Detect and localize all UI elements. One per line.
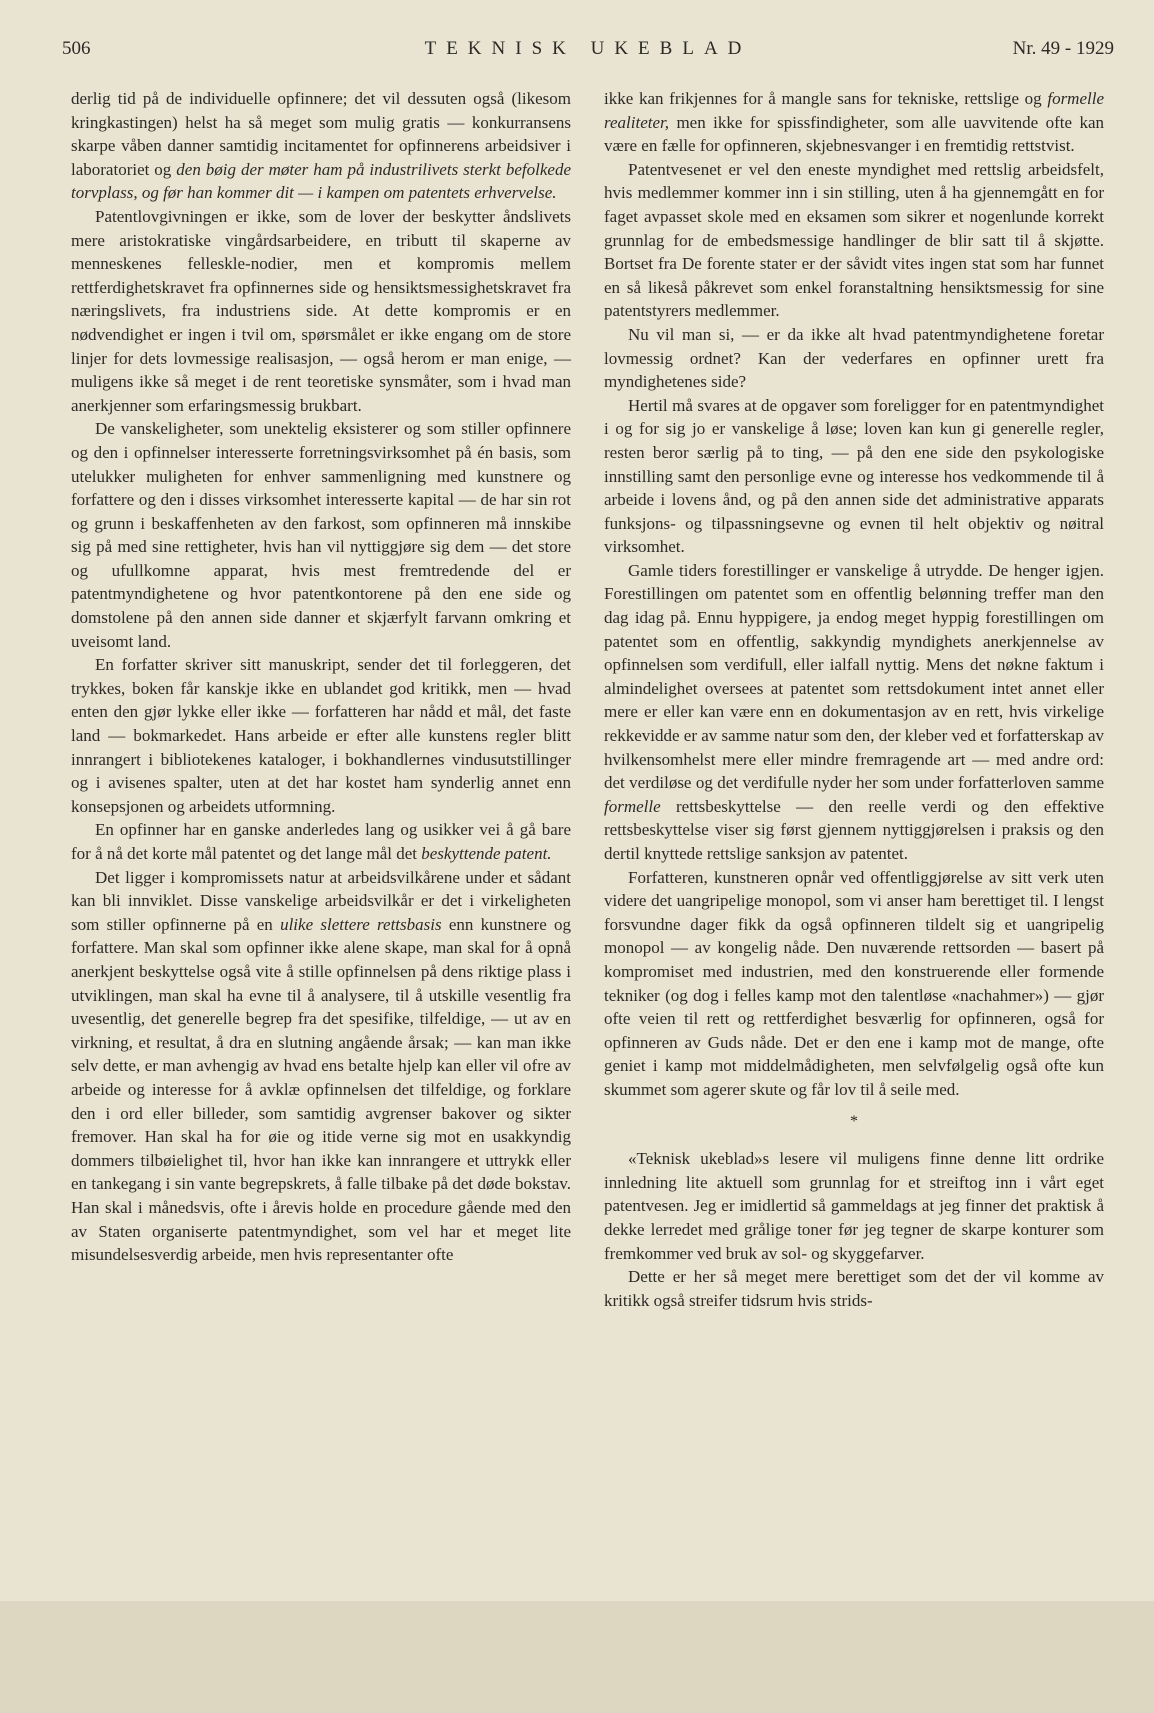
paragraph: Hertil må svares at de opgaver som foreligger for en patentmyndighet i og for sig jo er vanskelige å løse; loven kan kun gi generelle regler, resten beror særlig på to ting, — på den ene side den psykologiske innstilling samt den personlige evne og interesse hos vedkommende til å arbeide i lovens ånd, og på den annen side det administrative apparats funksjons- og tilpassningsevne og evnen til helt objektiv og nøitral virksomhet. xyxy=(604,395,1104,557)
paragraph: derlig tid på de individuelle opfinnere; det vil dessuten også (likesom kringkastingen) helst ha så meget som mulig gratis — konkurransens skarpe våben danner samtidig incitamentet for opfinnerens arbeidsiver i laboratoriet og den bøig der møter ham på industrilivets sterkt befolkede torvplass, og før han kommer dit — i kampen om patentets erhvervelse. xyxy=(71,89,571,203)
paragraph: Patentvesenet er vel den eneste myndighet med rettslig arbeidsfelt, hvis medlemmer kommer inn i sin stilling, uten å ha gjennemgått en for faget avpasset skole med en eksamen som sikrer et nogenlunde korrekt grunnlag for de embedsmessige handlinger de blir satt til å skjøtte. Bortset fra De forente stater er der såvidt vites ingen stat som har funnet en så likeså påkrevet som enkel foranstaltning hensiktsmessig for sine patentstyrers medlemmer. xyxy=(604,159,1104,321)
journal-title: TEKNISK UKEBLAD xyxy=(424,38,752,59)
page-number: 506 xyxy=(62,38,91,59)
paragraph: Det ligger i kompromissets natur at arbeidsvilkårene under et sådant kan bli innviklet. Disse vanskelige arbeidsvilkår er det i virkeligheten som stiller opfinnerne på en ulike slettere rettsbasis enn kunstnere og forfattere. Man skal som opfinner ikke alene skape, man skal for å opnå anerkjent beskyttelse også vite å stille opfinnelsen på dens riktige plass i utviklingen, man skal ha evne til å analysere, til å utskille vesentlig fra uvesentlig, det generelle begrep fra det spesifike, tilfeldige, — ut av en virkning, et resultat, å dra en slutning angående årsak; — kan man ikke selv dette, er man avhengig av hvad ens betalte hjelp kan eller vil ofre av arbeide og interesse for å avklæ opfinnelsen det tilfeldige, og forklare den i ord eller billeder, som samtidig avgrenser bakover og sikter fremover. Han skal ha for øie og itide verne sig mot en usakkyndig dommers tilbøielighet til, hvor han ikke kan innrangere et uttrykk eller en tankegang i sin vante begrepskrets, å falle tilbake på det døde bokstav. Han skal i månedsvis, ofte i årevis holde en procedure gående med den av Staten organiserte patentmyndighet, som vel har et meget lite misundelsesverdig arbeide, men hvis representanter ofte xyxy=(71,867,572,1265)
paragraph: Nu vil man si, — er da ikke alt hvad patentmyndighetene foretar lovmessig ordnet? Kan der vederfares en opfinner urett fra myndighetenes side? xyxy=(604,324,1104,392)
paragraph: «Teknisk ukeblad»s lesere vil muligens finne denne litt ordrike innledning lite aktuell som grunnlag for et streiftog inn i vårt eget patentvesen. Jeg er imidlertid så gammeldags at jeg finner det praktisk å dekke lerredet med grålige toner før jeg tegner de skarpe konturer som fremkommer ved bruk av sol- og skyggefarver. xyxy=(604,1149,1104,1263)
paragraph: Patentlovgivningen er ikke, som de lover der beskytter åndslivets mere aristokratiske vingårdsarbeidere, en tributt til skaperne av menneskenes felleskle-nodier, men et kompromis mellem rettferdighetskravet fra opfinnernes side og hensiktsmessighetskravet fra næringslivets, fra industriens side. At dette kompromis er en nødvendighet er ingen i tvil om, spørsmålet er ikke engang om de store linjer for dets lovmessige realisasjon, — også herom er man enige, — muligens ikke så meget i de rent teoretiske synsmåter, som i hvad man anerkjenner som erfaringsmessig brukbart. xyxy=(71,206,571,415)
paragraph: En opfinner har en ganske anderledes lang og usikker vei å gå bare for å nå det korte mål patentet og det lange mål det beskyttende patent. xyxy=(71,820,571,863)
left-column xyxy=(71,87,571,1267)
paragraph: Forfatteren, kunstneren opnår ved offentliggjørelse av sitt verk uten videre det uangripelige monopol, som vi anser ham berettiget til. I lengst forsvundne dager fikk da også opfinneren tildelt sig et uangripelig monopol — av kongelig nåde. Den nuværende rettsorden — basert på kompromiset med industrien, med den konstruerende eller formende tekniker (og dog i felles kamp mot den talentløse «nachahmer») — gjør ofte veien til rett og rettferdighet besværlig for opfinneren, også for opfinneren av Guds nåde. Det er den ene i kamp mot de mange, ofte geniet i kamp mot middelmådigheten, men selvfølgelig også ofte kun skummet som agerer skute og får lov til å seile med. xyxy=(604,867,1104,1099)
section-separator: * xyxy=(850,1112,858,1130)
paragraph: Dette er her så meget mere berettiget som det der vil komme av kritikk også streifer tidsrum hvis strids- xyxy=(604,1267,1104,1310)
issue-number: Nr. 49 - 1929 xyxy=(1012,38,1114,59)
paragraph: De vanskeligheter, som unektelig eksisterer og som stiller opfinnere og den i opfinnelser interesserte forretningsvirksomhet på én basis, som utelukker muligheten for enhver sammenligning med kunstnere og forfattere og den i disses virksomhet interesserte kapital — de har sin rot og grunn i beskaffenheten av den farkost, som opfinneren må innskibe sig på med sine rettigheter, hvis han vil nyttiggjøre sig dem — det store og ufullkomne apparat, hvis mest fremtredende del er patentmyndighetene og hvor patentkontorene på den ene side og domstolene på den annen side danner et skjærfylt farvann omkring et uveisomt land. xyxy=(71,419,571,651)
page-bottom-margin xyxy=(0,1601,1154,1713)
paragraph: ikke kan frikjennes for å mangle sans for tekniske, rettslige og formelle realiteter, men ikke for spissfindigheter, som alle uavvitende ofte kan være en fælle for opfinneren, skjebnesvanger i en fremtidig rettstvist. xyxy=(604,89,1104,156)
right-column xyxy=(604,87,1104,1312)
paragraph: En forfatter skriver sitt manuskript, sender det til forleggeren, det trykkes, boken får kanskje ikke en ublandet god kritikk, men — hvad enten den gjør lykke eller ikke — forfatteren har nådd et mål, det faste land — bokmarkedet. Hans arbeide er efter alle kunstens regler blitt innrangert i bibliotekenes kataloger, i bokhandlernes vindusutstillinger og i avisenes spalter, uten at det har kostet ham synderlig annet enn konsepsjonen og arbeidets utformning. xyxy=(71,655,571,816)
paragraph: Gamle tiders forestillinger er vanskelige å utrydde. De henger igjen. Forestillingen om patentet som en offentlig belønning treffer man den dag idag på. Ennu hyppigere, ja endog meget hyppig forestillingen om patentet som en offentlig, sakkyndig myndighets anerkjennelse av opfinnelsen som verdifull, eller ialfall nyttig. Mens det nøkne faktum i almindelighet oversees at patentet som rettsdokument intet annet eller mere er eller kan være enn en dokumentasjon av en rett, hvis virkelige rekkevidde er av samme natur som den, der kleber ved et forfatterskap av hvilkensomhelst mere eller mindre fremragende art — med andre ord: det verdiløse og det verdifulle nyder her som under forfatterloven samme formelle rettsbeskyttelse — den reelle verdi og den effektive rettsbeskyttelse viser sig først gjennem nyttiggjørelsen i praksis og den dertil knyttede rettslige sanksjon av patentet. xyxy=(604,560,1104,863)
page-header xyxy=(62,38,1114,62)
